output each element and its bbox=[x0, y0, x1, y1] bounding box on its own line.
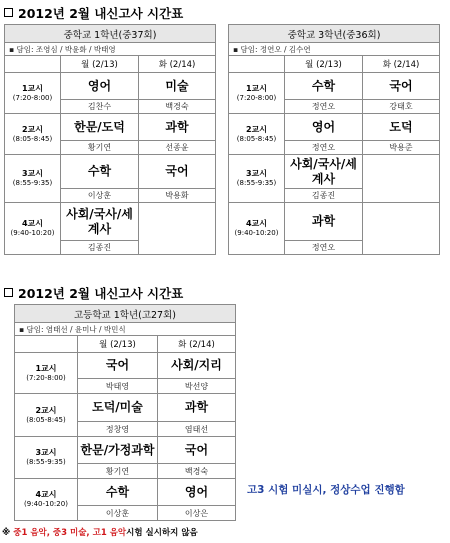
period-cell: 3교시 (8:55-9:35) bbox=[15, 437, 78, 479]
empty-cell bbox=[363, 155, 440, 203]
period-cell: 2교시 (8:05-8:45) bbox=[229, 114, 285, 155]
subject-cell: 사회/국사/세계사 bbox=[285, 155, 363, 189]
subject-cell: 사회/지리 bbox=[158, 353, 236, 379]
homeroom-teachers: ▪ 담임: 염태선 / 윤미나 / 박민식 bbox=[15, 323, 236, 336]
subject-cell: 과학 bbox=[285, 203, 363, 241]
footnote-excluded-subjects: 중1 음악, 중3 미술, 고1 음악 bbox=[13, 528, 127, 538]
period-cell: 2교시 (8:05-8:45) bbox=[5, 114, 61, 155]
teacher-cell: 강태호 bbox=[363, 100, 440, 114]
period-cell: 1교시 (7:20-8:00) bbox=[5, 73, 61, 114]
teacher-cell: 정연오 bbox=[285, 100, 363, 114]
teacher-cell: 황기연 bbox=[78, 464, 158, 479]
subject-cell: 과학 bbox=[158, 394, 236, 422]
footnote-mark: ※ bbox=[2, 528, 11, 538]
teacher-cell: 백경숙 bbox=[139, 100, 216, 114]
subject-cell: 국어 bbox=[158, 437, 236, 464]
day-header-tue: 화 (2/14) bbox=[158, 336, 236, 353]
hs1-timetable bbox=[14, 304, 236, 521]
period-cell: 1교시 (7:20-8:00) bbox=[229, 73, 285, 114]
teacher-cell: 이상훈 bbox=[61, 189, 139, 203]
checkbox-square-icon bbox=[4, 288, 13, 297]
period-cell: 3교시 (8:55-9:35) bbox=[5, 155, 61, 203]
corner-cell bbox=[15, 336, 78, 353]
teacher-cell: 선종윤 bbox=[139, 141, 216, 155]
period-cell: 1교시 (7:20-8:00) bbox=[15, 353, 78, 394]
teacher-cell: 염태선 bbox=[158, 422, 236, 437]
table-caption: 중학교 3학년(중36회) bbox=[229, 25, 440, 43]
subject-cell: 영어 bbox=[158, 479, 236, 506]
day-header-mon: 월 (2/13) bbox=[285, 56, 363, 73]
subject-cell: 영어 bbox=[285, 114, 363, 141]
teacher-cell: 정연오 bbox=[285, 141, 363, 155]
teacher-cell: 김종진 bbox=[285, 189, 363, 203]
teacher-cell: 박선양 bbox=[158, 379, 236, 394]
subject-cell: 국어 bbox=[139, 155, 216, 189]
section-title: 2012년 2월 내신고사 시간표 bbox=[4, 4, 183, 22]
day-header-tue: 화 (2/14) bbox=[363, 56, 440, 73]
subject-cell: 국어 bbox=[78, 353, 158, 379]
day-header-mon: 월 (2/13) bbox=[78, 336, 158, 353]
period-cell: 2교시 (8:05-8:45) bbox=[15, 394, 78, 437]
table-caption: 중학교 1학년(중37회) bbox=[5, 25, 216, 43]
subject-cell: 도덕/미술 bbox=[78, 394, 158, 422]
footnote-text: 시험 실시하지 않음 bbox=[126, 528, 198, 538]
teacher-cell: 박용화 bbox=[139, 189, 216, 203]
teacher-cell: 정창영 bbox=[78, 422, 158, 437]
period-cell: 4교시 (9:40-10:20) bbox=[229, 203, 285, 255]
section-title: 2012년 2월 내신고사 시간표 bbox=[4, 284, 183, 302]
teacher-cell: 이상훈 bbox=[78, 506, 158, 521]
period-cell: 4교시 (9:40-10:20) bbox=[5, 203, 61, 255]
checkbox-square-icon bbox=[4, 8, 13, 17]
empty-cell bbox=[363, 203, 440, 255]
subject-cell: 수학 bbox=[285, 73, 363, 100]
teacher-cell: 백경숙 bbox=[158, 464, 236, 479]
homeroom-teachers: ▪ 담임: 정연오 / 김수연 bbox=[229, 43, 440, 56]
period-cell: 3교시 (8:55-9:35) bbox=[229, 155, 285, 203]
ms3-timetable bbox=[228, 24, 440, 255]
corner-cell bbox=[5, 56, 61, 73]
empty-cell bbox=[139, 203, 216, 255]
corner-cell bbox=[229, 56, 285, 73]
subject-cell: 수학 bbox=[78, 479, 158, 506]
subject-cell: 사회/국사/세계사 bbox=[61, 203, 139, 241]
day-header-tue: 화 (2/14) bbox=[139, 56, 216, 73]
teacher-cell: 박태영 bbox=[78, 379, 158, 394]
subject-cell: 한문/가정과학 bbox=[78, 437, 158, 464]
footnote bbox=[2, 526, 198, 538]
ms1-timetable bbox=[4, 24, 216, 255]
teacher-cell: 박용준 bbox=[363, 141, 440, 155]
subject-cell: 국어 bbox=[363, 73, 440, 100]
teacher-cell: 정연오 bbox=[285, 241, 363, 255]
subject-cell: 한문/도덕 bbox=[61, 114, 139, 141]
teacher-cell: 이상은 bbox=[158, 506, 236, 521]
teacher-cell: 황기연 bbox=[61, 141, 139, 155]
teacher-cell: 김찬수 bbox=[61, 100, 139, 114]
period-cell: 4교시 (9:40-10:20) bbox=[15, 479, 78, 521]
subject-cell: 과학 bbox=[139, 114, 216, 141]
grade3-notice: 고3 시험 미실시, 정상수업 진행함 bbox=[247, 484, 405, 496]
subject-cell: 미술 bbox=[139, 73, 216, 100]
homeroom-teachers: ▪ 담임: 조영심 / 박윤화 / 박태영 bbox=[5, 43, 216, 56]
table-caption: 고등학교 1학년(고27회) bbox=[15, 305, 236, 323]
subject-cell: 도덕 bbox=[363, 114, 440, 141]
teacher-cell: 김종진 bbox=[61, 241, 139, 255]
subject-cell: 영어 bbox=[61, 73, 139, 100]
subject-cell: 수학 bbox=[61, 155, 139, 189]
day-header-mon: 월 (2/13) bbox=[61, 56, 139, 73]
